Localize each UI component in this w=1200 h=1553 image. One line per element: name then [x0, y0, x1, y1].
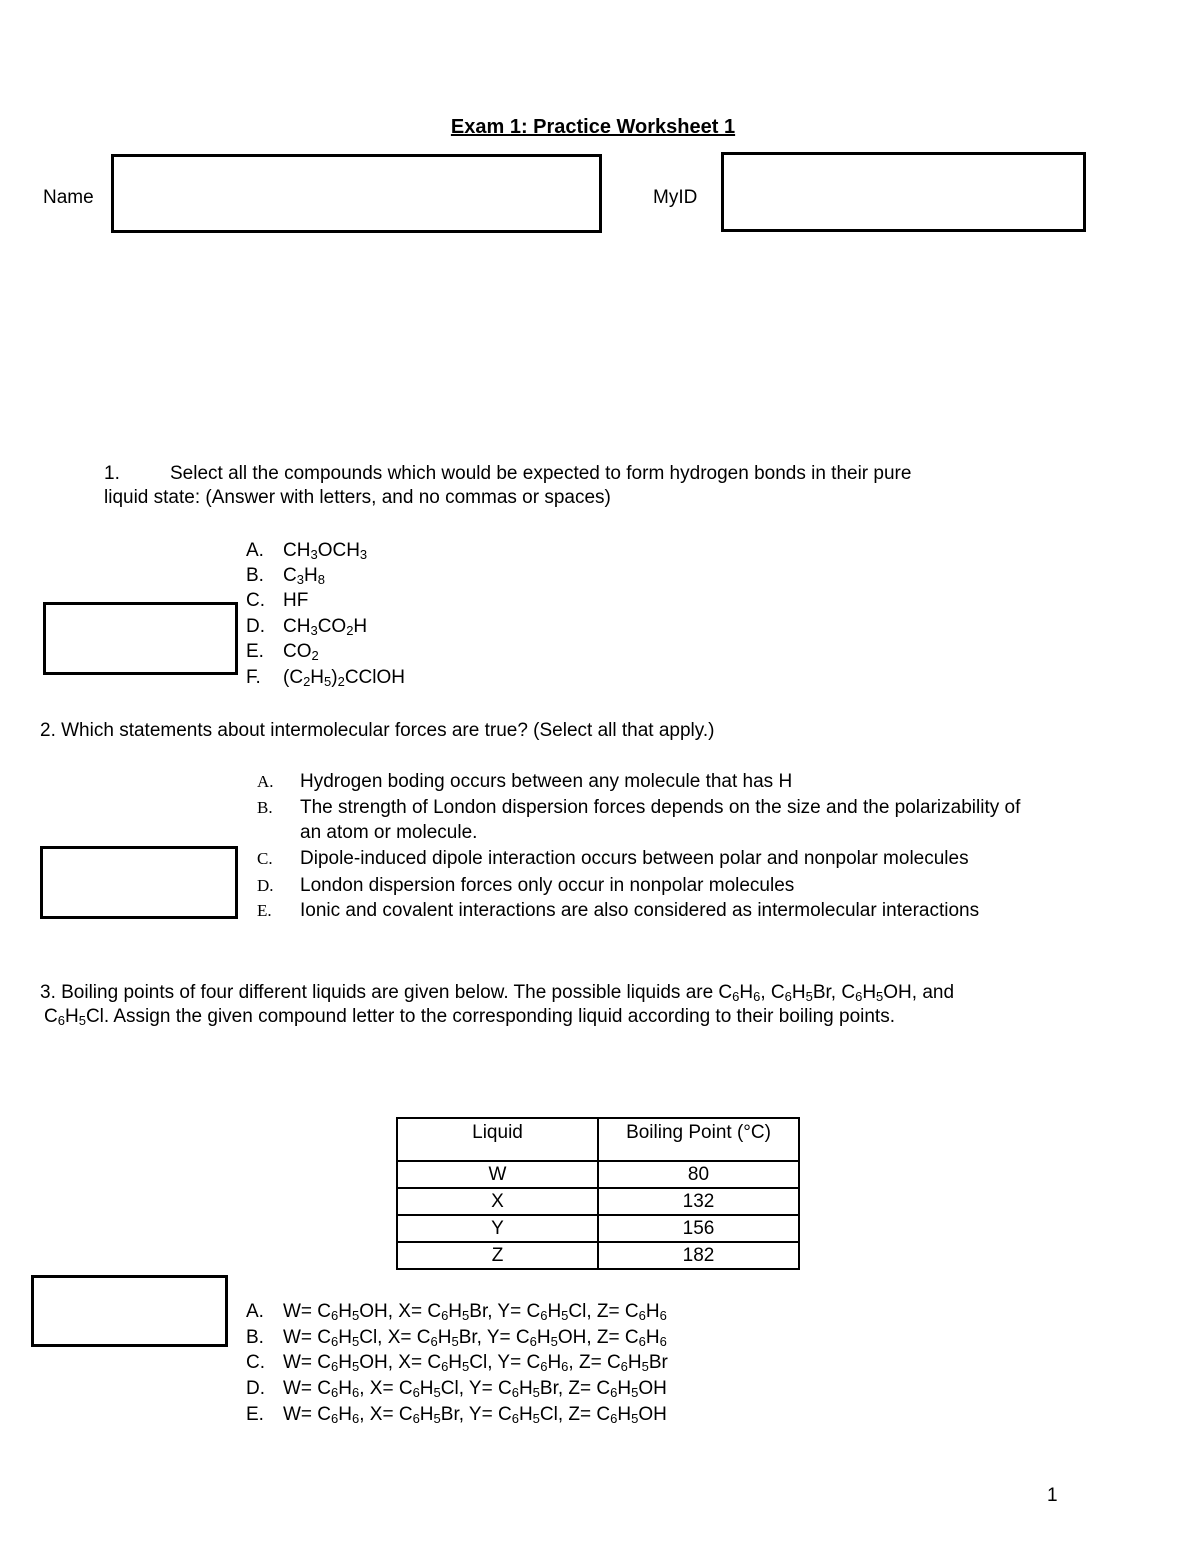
q3-answer-box[interactable]: [31, 1275, 228, 1347]
option-text: $W= C_6H_5OH$, $X= C_6H_5Cl$, $Y= C_6H_6$, $Z= C_6H_5Br$: [283, 1352, 668, 1374]
table-cell-bp: 132: [598, 1188, 799, 1215]
q1-option: [246, 614, 367, 639]
q1-option: [246, 563, 325, 588]
q1-text-line1: Select all the compounds which would be expected to form hydrogen bonds in their pure: [170, 463, 912, 484]
option-letter: F.: [246, 667, 261, 688]
option-text: $W= C_6H_6$, $X= C_6H_5Br$, $Y= C_6H_5Cl$, $Z= C_6H_5OH$: [283, 1404, 667, 1426]
table-row: [397, 1215, 799, 1242]
table-cell-bp: 182: [598, 1242, 799, 1269]
q2-answer-box[interactable]: [40, 846, 238, 919]
table-cell-liquid: Z: [397, 1242, 598, 1269]
option-letter: A.: [246, 1301, 264, 1322]
option-text: The strength of London dispersion forces depends on the size and the polarizability of: [300, 797, 1021, 818]
table-cell-liquid: W: [397, 1161, 598, 1188]
q1-option: [246, 538, 367, 563]
option-letter: D.: [257, 876, 274, 895]
option-letter: A.: [246, 540, 264, 561]
q3-option: [246, 1350, 668, 1375]
option-formula: $CH_3CO_2H$: [283, 616, 368, 638]
q1-option: [246, 665, 405, 690]
q3-option: [246, 1376, 667, 1401]
option-letter: E.: [246, 1404, 264, 1425]
option-text: $W= C_6H_5OH$, $X= C_6H_5Br$, $Y= C_6H_5Cl$, $Z= C_6H_6$: [283, 1301, 667, 1323]
option-formula: $C_3H_8$: [283, 565, 325, 587]
page-title: Exam 1: Practice Worksheet 1: [450, 116, 736, 138]
option-formula: $CO_2$: [283, 641, 319, 663]
q1-option: [246, 588, 308, 613]
option-letter: E.: [246, 641, 264, 662]
option-letter: D.: [246, 1378, 265, 1399]
q3-option: [246, 1299, 667, 1324]
q1-answer-box[interactable]: [43, 602, 238, 675]
q3-option: [246, 1325, 667, 1350]
table-header-liquid: Liquid: [397, 1118, 598, 1161]
q3-option: [246, 1402, 667, 1427]
option-letter: B.: [246, 565, 264, 586]
table-cell-liquid: X: [397, 1188, 598, 1215]
option-letter: A.: [257, 772, 274, 791]
option-text: $W= C_6H_6$, $X= C_6H_5Cl$, $Y= C_6H_5Br$, $Z= C_6H_5OH$: [283, 1378, 667, 1400]
q2-text: 2. Which statements about intermolecular forces are true? (Select all that apply.): [40, 720, 715, 741]
table-row: [397, 1161, 799, 1188]
boiling-point-table: [396, 1117, 800, 1270]
option-text: Ionic and covalent interactions are also considered as intermolecular interactions: [300, 900, 980, 921]
table-cell-bp: 80: [598, 1161, 799, 1188]
q1-option: [246, 639, 319, 664]
option-text-continued: an atom or molecule.: [300, 822, 478, 843]
myid-answer-box[interactable]: [721, 152, 1086, 232]
option-letter: B.: [257, 798, 273, 817]
option-letter: C.: [257, 849, 273, 868]
table-header-boiling-point: Boiling Point (°C): [598, 1118, 799, 1161]
name-label: Name: [43, 187, 94, 208]
q1-text-line2: liquid state: (Answer with letters, and no commas or spaces): [104, 487, 611, 508]
table-row: [397, 1188, 799, 1215]
option-text: Hydrogen boding occurs between any molecule that has H: [300, 771, 793, 792]
option-text: London dispersion forces only occur in nonpolar molecules: [300, 875, 795, 896]
q3-text-line1: 3. Boiling points of four different liquids are given below. The possible liquids are $C_6H_6$, $C_6H_5Br$, $C_6H_5OH$, and: [40, 982, 955, 1004]
option-letter: E.: [257, 901, 272, 920]
page-number: 1: [1047, 1485, 1058, 1506]
q1-number: 1.: [104, 463, 120, 484]
option-text: Dipole-induced dipole interaction occurs between polar and nonpolar molecules: [300, 848, 969, 869]
name-answer-box[interactable]: [111, 154, 602, 233]
table-cell-bp: 156: [598, 1215, 799, 1242]
option-letter: B.: [246, 1327, 264, 1348]
option-formula: $CH_3OCH_3$: [283, 540, 368, 562]
option-formula: $(C_2H_5)_2CClOH$: [283, 667, 405, 689]
option-letter: C.: [246, 590, 265, 611]
option-text: $W= C_6H_5Cl$, $X= C_6H_5Br$, $Y= C_6H_5OH$, $Z= C_6H_6$: [283, 1327, 667, 1349]
option-letter: C.: [246, 1352, 265, 1373]
table-row: [397, 1242, 799, 1269]
option-formula: HF: [283, 590, 309, 611]
table-cell-liquid: Y: [397, 1215, 598, 1242]
option-letter: D.: [246, 616, 265, 637]
q3-text-line2: $C_6H_5Cl$. Assign the given compound letter to the corresponding liquid according to their boiling points.: [44, 1006, 895, 1028]
myid-label: MyID: [653, 187, 698, 208]
